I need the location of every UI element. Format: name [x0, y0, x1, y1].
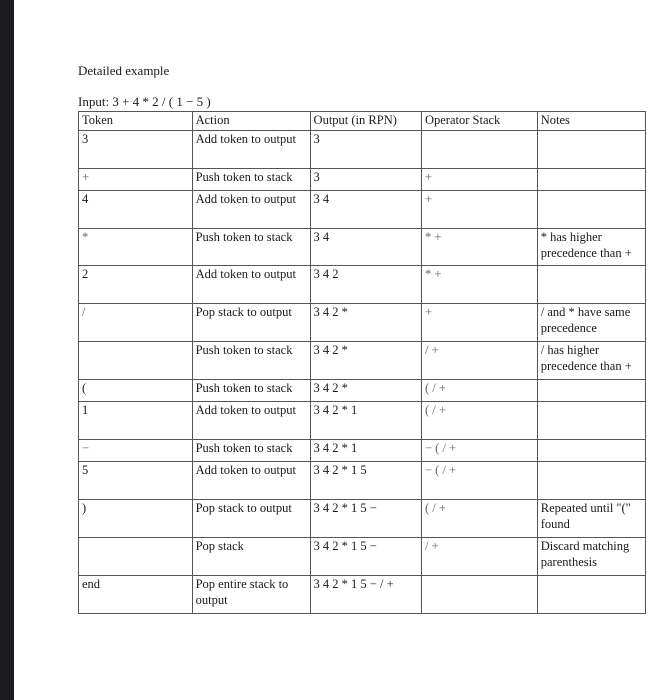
cell-output: 3 4 2 * — [310, 342, 421, 380]
cell-output: 3 4 — [310, 229, 421, 266]
cell-notes: Repeated until "(" found — [537, 500, 645, 538]
table-row — [79, 538, 646, 576]
cell-token: / — [79, 304, 193, 342]
table-row — [79, 191, 646, 229]
cell-stack: + — [421, 304, 537, 342]
cell-output: 3 4 2 * 1 5 — [310, 462, 421, 500]
cell-output: 3 4 2 * 1 5 − — [310, 500, 421, 538]
cell-output: 3 4 2 * 1 — [310, 402, 421, 440]
cell-notes — [537, 266, 645, 304]
cell-output: 3 — [310, 131, 421, 169]
table-row — [79, 402, 646, 440]
cell-token — [79, 538, 193, 576]
table-row — [79, 131, 646, 169]
cell-token: * — [79, 229, 193, 266]
cell-token: 3 — [79, 131, 193, 169]
cell-output: 3 — [310, 169, 421, 191]
cell-stack: − ( / + — [421, 440, 537, 462]
cell-notes — [537, 440, 645, 462]
cell-action: Add token to output — [192, 266, 310, 304]
table-row — [79, 304, 646, 342]
cell-token: 2 — [79, 266, 193, 304]
cell-action: Pop entire stack to output — [192, 576, 310, 614]
cell-notes — [537, 191, 645, 229]
document-page — [14, 0, 663, 700]
table-row — [79, 342, 646, 380]
cell-notes — [537, 169, 645, 191]
cell-token: ) — [79, 500, 193, 538]
cell-action: Push token to stack — [192, 440, 310, 462]
cell-notes — [537, 380, 645, 402]
table-row — [79, 169, 646, 191]
table-row — [79, 462, 646, 500]
cell-action: Add token to output — [192, 402, 310, 440]
cell-output: 3 4 2 * 1 — [310, 440, 421, 462]
section-heading: Detailed example — [78, 63, 170, 78]
shunting-yard-table — [78, 111, 646, 614]
cell-stack: / + — [421, 538, 537, 576]
cell-action: Pop stack to output — [192, 500, 310, 538]
cell-action: Push token to stack — [192, 380, 310, 402]
table-header-row — [79, 112, 646, 131]
header-token: Token — [79, 112, 193, 131]
cell-stack — [421, 576, 537, 614]
cell-notes — [537, 576, 645, 614]
cell-output: 3 4 2 * — [310, 304, 421, 342]
cell-stack: ( / + — [421, 402, 537, 440]
cell-stack: / + — [421, 342, 537, 380]
input-expression: Input: 3 + 4 * 2 / ( 1 − 5 ) — [78, 94, 211, 109]
cell-action: Add token to output — [192, 462, 310, 500]
cell-stack: ( / + — [421, 380, 537, 402]
cell-token: 1 — [79, 402, 193, 440]
table-row — [79, 266, 646, 304]
table-row — [79, 380, 646, 402]
cell-output: 3 4 2 * — [310, 380, 421, 402]
cell-notes — [537, 402, 645, 440]
cell-notes: * has higher precedence than + — [537, 229, 645, 266]
cell-action: Push token to stack — [192, 229, 310, 266]
cell-stack: * + — [421, 229, 537, 266]
cell-token: 5 — [79, 462, 193, 500]
cell-action: Add token to output — [192, 131, 310, 169]
cell-action: Add token to output — [192, 191, 310, 229]
cell-stack: + — [421, 169, 537, 191]
table-row — [79, 576, 646, 614]
header-output: Output (in RPN) — [310, 112, 421, 131]
table-row — [79, 440, 646, 462]
cell-output: 3 4 — [310, 191, 421, 229]
cell-output: 3 4 2 * 1 5 − / + — [310, 576, 421, 614]
cell-stack: * + — [421, 266, 537, 304]
cell-notes: / has higher precedence than + — [537, 342, 645, 380]
cell-output: 3 4 2 * 1 5 − — [310, 538, 421, 576]
cell-notes: / and * have same precedence — [537, 304, 645, 342]
cell-stack: + — [421, 191, 537, 229]
table-row — [79, 229, 646, 266]
cell-token: ( — [79, 380, 193, 402]
cell-stack: − ( / + — [421, 462, 537, 500]
header-action: Action — [192, 112, 310, 131]
cell-action: Pop stack — [192, 538, 310, 576]
cell-token: − — [79, 440, 193, 462]
cell-token — [79, 342, 193, 380]
table-row — [79, 500, 646, 538]
cell-notes — [537, 462, 645, 500]
cell-notes — [537, 131, 645, 169]
cell-action: Push token to stack — [192, 342, 310, 380]
cell-token: + — [79, 169, 193, 191]
cell-stack — [421, 131, 537, 169]
cell-action: Pop stack to output — [192, 304, 310, 342]
header-operator-stack: Operator Stack — [421, 112, 537, 131]
cell-token: 4 — [79, 191, 193, 229]
cell-notes: Discard matching parenthesis — [537, 538, 645, 576]
cell-action: Push token to stack — [192, 169, 310, 191]
cell-token: end — [79, 576, 193, 614]
cell-stack: ( / + — [421, 500, 537, 538]
cell-output: 3 4 2 — [310, 266, 421, 304]
header-notes: Notes — [537, 112, 645, 131]
